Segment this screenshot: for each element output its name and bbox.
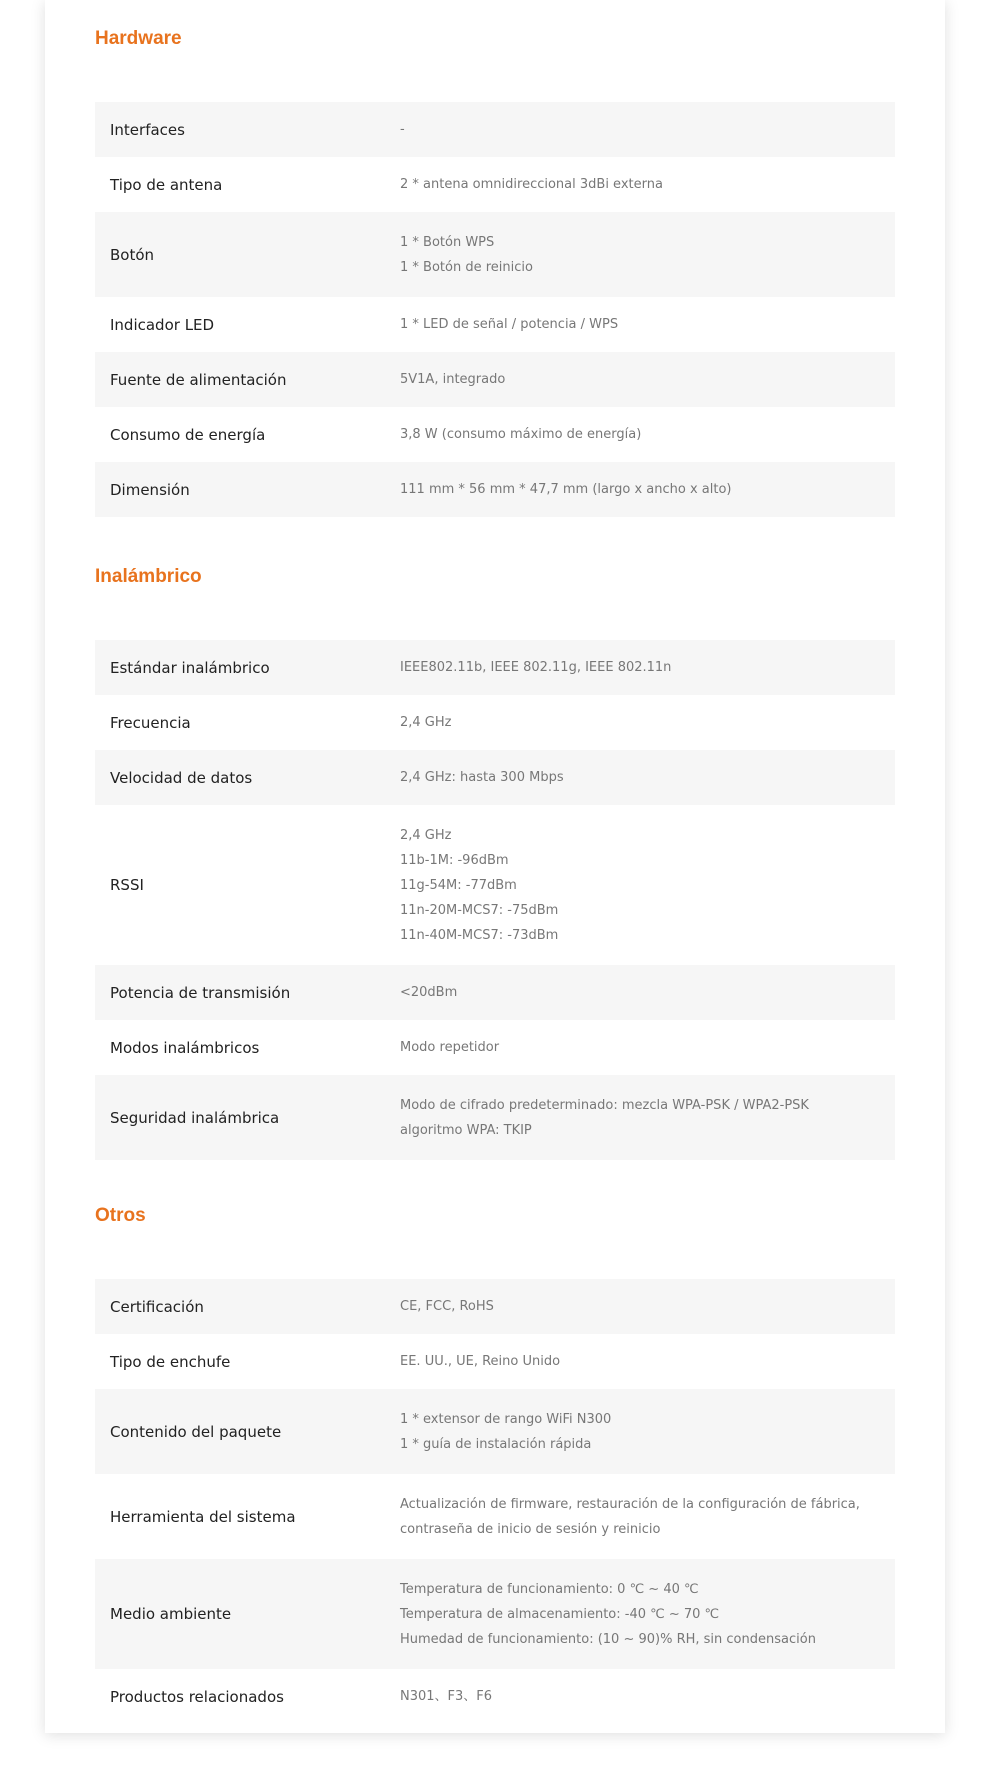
spec-label: Tipo de enchufe <box>110 1352 231 1371</box>
spec-table-wireless <box>95 640 895 1160</box>
spec-value-line: 2,4 GHz: hasta 300 Mbps <box>400 770 564 785</box>
spec-value <box>400 172 895 197</box>
spec-row <box>95 1279 895 1334</box>
spec-value-line: contraseña de inicio de sesión y reinicio <box>400 1521 661 1537</box>
spec-value <box>400 710 895 735</box>
spec-row <box>95 965 895 1020</box>
spec-value <box>400 1492 895 1542</box>
spec-value <box>400 117 895 142</box>
spec-label: Consumo de energía <box>110 425 266 444</box>
spec-value-line: 111 mm * 56 mm * 47,7 mm (largo x ancho x alto) <box>400 482 732 497</box>
spec-value-line: 2 * antena omnidireccional 3dBi externa <box>400 177 663 192</box>
spec-value-line: - <box>400 122 405 137</box>
spec-value-line: 11g-54M: -77dBm <box>400 877 517 893</box>
spec-value <box>400 1035 895 1060</box>
spec-value <box>400 230 895 280</box>
spec-label: Medio ambiente <box>110 1605 232 1623</box>
section-title-others: Otros <box>95 1205 146 1226</box>
spec-row <box>95 750 895 805</box>
spec-row <box>95 805 895 965</box>
spec-value <box>400 422 895 447</box>
spec-value <box>400 367 895 392</box>
spec-value <box>400 1093 895 1143</box>
spec-value-line: 11b-1M: -96dBm <box>400 852 509 868</box>
spec-value-line: algoritmo WPA: TKIP <box>400 1122 532 1138</box>
spec-row <box>95 297 895 352</box>
spec-value-line: 1 * extensor de rango WiFi N300 <box>400 1411 612 1427</box>
spec-row <box>95 695 895 750</box>
spec-label: Fuente de alimentación <box>110 370 287 389</box>
spec-value <box>400 1294 895 1319</box>
spec-label: Potencia de transmisión <box>110 983 291 1002</box>
spec-label: Modos inalámbricos <box>110 1038 260 1057</box>
spec-value <box>400 477 895 502</box>
spec-row <box>95 1389 895 1474</box>
spec-label: Tipo de antena <box>110 175 223 194</box>
spec-value <box>400 1407 895 1457</box>
spec-row <box>95 1669 895 1724</box>
spec-row <box>95 1075 895 1160</box>
spec-value <box>400 980 895 1005</box>
section-title-wireless: Inalámbrico <box>95 566 202 587</box>
spec-row <box>95 352 895 407</box>
spec-label: Seguridad inalámbrica <box>110 1108 280 1127</box>
spec-value <box>400 1577 895 1652</box>
spec-label: Certificación <box>110 1297 204 1316</box>
spec-value-line: 1 * Botón de reinicio <box>400 259 533 275</box>
spec-value-line: N301、F3、F6 <box>400 1689 493 1704</box>
spec-value-line: 1 * guía de instalación rápida <box>400 1436 592 1452</box>
spec-label: Dimensión <box>110 480 190 499</box>
spec-value-line: 11n-20M-MCS7: -75dBm <box>400 902 559 918</box>
spec-value-line: 2,4 GHz <box>400 827 452 843</box>
spec-value <box>400 765 895 790</box>
spec-label: Contenido del paquete <box>110 1422 282 1441</box>
section-wireless <box>95 562 895 1138</box>
spec-value-line: 5V1A, integrado <box>400 372 506 387</box>
spec-value-line: <20dBm <box>400 985 458 1000</box>
spec-value-line: CE, FCC, RoHS <box>400 1299 494 1314</box>
spec-value-line: 1 * LED de señal / potencia / WPS <box>400 317 619 332</box>
spec-row <box>95 157 895 212</box>
spec-row <box>95 1559 895 1669</box>
spec-row <box>95 1474 895 1559</box>
spec-value-line: EE. UU., UE, Reino Unido <box>400 1354 561 1369</box>
spec-card <box>45 0 945 1733</box>
spec-value-line: Temperatura de funcionamiento: 0 ℃ ~ 40 ℃ <box>400 1581 699 1597</box>
section-others <box>95 1201 895 1706</box>
spec-value <box>400 655 895 680</box>
section-hardware <box>95 24 895 499</box>
spec-label: Indicador LED <box>110 315 215 334</box>
spec-label: Frecuencia <box>110 713 191 732</box>
spec-label: Estándar inalámbrico <box>110 658 270 677</box>
spec-value <box>400 1349 895 1374</box>
spec-value-line: IEEE802.11b, IEEE 802.11g, IEEE 802.11n <box>400 660 672 675</box>
spec-value-line: Modo de cifrado predeterminado: mezcla WPA-PSK / WPA2-PSK <box>400 1097 809 1113</box>
spec-label: RSSI <box>110 876 144 894</box>
spec-row <box>95 407 895 462</box>
spec-label: Velocidad de datos <box>110 768 253 787</box>
spec-row <box>95 462 895 517</box>
spec-row <box>95 1334 895 1389</box>
spec-value-line: 1 * Botón WPS <box>400 234 495 250</box>
spec-value-line: Humedad de funcionamiento: (10 ~ 90)% RH, sin condensación <box>400 1631 816 1647</box>
spec-value-line: 11n-40M-MCS7: -73dBm <box>400 927 559 943</box>
spec-row <box>95 102 895 157</box>
section-title-hardware: Hardware <box>95 28 182 49</box>
spec-row <box>95 212 895 297</box>
spec-value-line: Modo repetidor <box>400 1040 500 1055</box>
spec-value-line: Actualización de firmware, restauración de la configuración de fábrica, <box>400 1496 860 1512</box>
spec-table-others <box>95 1279 895 1724</box>
spec-label: Productos relacionados <box>110 1687 284 1706</box>
spec-value-line: 3,8 W (consumo máximo de energía) <box>400 427 642 442</box>
spec-value <box>400 1684 895 1709</box>
spec-row <box>95 1020 895 1075</box>
spec-row <box>95 640 895 695</box>
spec-table-hardware <box>95 102 895 517</box>
spec-value <box>400 312 895 337</box>
spec-value-line: 2,4 GHz <box>400 715 452 730</box>
spec-label: Herramienta del sistema <box>110 1507 296 1526</box>
spec-label: Botón <box>110 245 155 264</box>
spec-value <box>400 823 895 948</box>
spec-value-line: Temperatura de almacenamiento: -40 ℃ ~ 70 ℃ <box>400 1606 720 1622</box>
spec-label: Interfaces <box>110 120 185 139</box>
